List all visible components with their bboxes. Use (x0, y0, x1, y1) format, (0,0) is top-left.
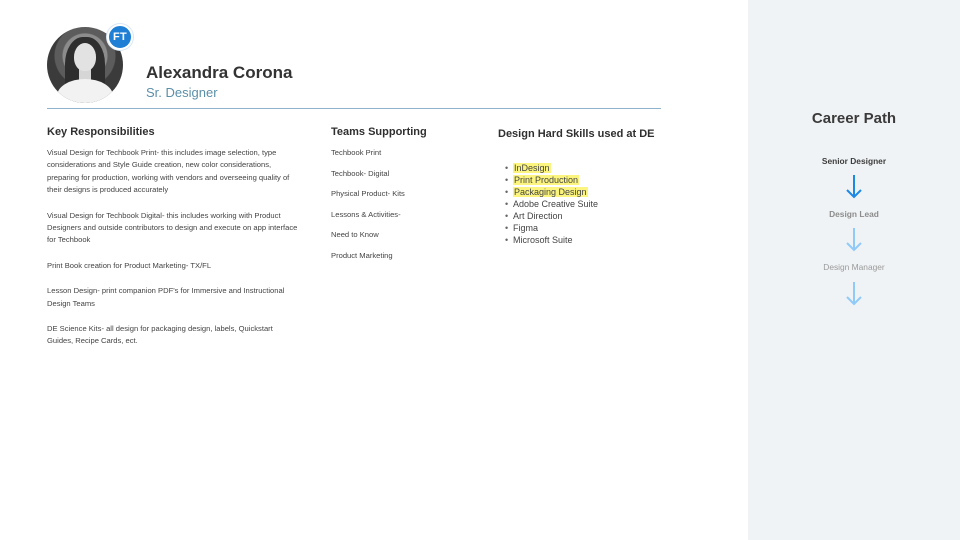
teams-list (331, 148, 405, 272)
skills-title: Design Hard Skills used at DE (498, 128, 655, 140)
skill-item (505, 210, 598, 222)
skill-item (505, 198, 598, 210)
profile-role: Sr. Designer (146, 85, 218, 100)
responsibility-item: Print Book creation for Product Marketing- TX/FL (47, 260, 212, 270)
team-item: Need to Know (331, 230, 379, 240)
career-path-title: Career Path (811, 110, 897, 127)
bullet-icon: • (505, 223, 509, 233)
arrow-down-icon (844, 174, 864, 200)
skill-label: Art Direction (513, 211, 563, 221)
bullet-icon: • (505, 163, 509, 173)
skill-item (505, 174, 598, 186)
header-divider (47, 108, 661, 109)
avatar-face (74, 43, 96, 71)
responsibility-item: Visual Design for Techbook Print- this includes image selection, type considerations and Style Guide creation, new color considerations, preparing for production, working with vendors and overseeing quality of their designs is produced accurately (47, 148, 290, 195)
career-step-design-manager: Design Manager (823, 262, 885, 272)
team-item: Physical Product- Kits (331, 189, 405, 199)
career-step-design-lead: Design Lead (829, 209, 879, 219)
responsibility-item: DE Science Kits- all design for packaging design, labels, Quickstart Guides, Recipe Cards, ect. (47, 324, 273, 346)
team-item: Product Marketing (331, 250, 393, 260)
arrow-down-icon (844, 227, 864, 253)
skill-label-highlighted: Packaging Design (514, 187, 587, 197)
bullet-icon: • (505, 235, 509, 245)
skill-label: Microsoft Suite (513, 235, 573, 245)
responsibility-item: Lesson Design- print companion PDF's for Immersive and Instructional Design Teams (47, 286, 285, 308)
skill-label-highlighted: Print Production (514, 175, 579, 185)
bullet-icon: • (505, 211, 509, 221)
bullet-icon: • (505, 187, 509, 197)
career-step-senior-designer: Senior Designer (821, 156, 887, 166)
responsibilities-title: Key Responsibilities (47, 126, 155, 138)
skill-item (505, 162, 598, 174)
bullet-icon: • (505, 175, 509, 185)
profile-name: Alexandra Corona (146, 63, 293, 82)
team-item: Lessons & Activities- (331, 209, 401, 219)
skills-list (505, 162, 598, 246)
ft-badge: FT (107, 24, 133, 50)
skill-item (505, 234, 598, 246)
arrow-down-icon (844, 281, 864, 307)
skill-label: Figma (513, 223, 539, 233)
skill-label: Adobe Creative Suite (513, 199, 599, 209)
teams-title: Teams Supporting (331, 126, 427, 138)
responsibilities-list (47, 147, 299, 361)
team-item: Techbook- Digital (331, 168, 390, 178)
skill-label-highlighted: InDesign (514, 163, 550, 173)
responsibility-item: Visual Design for Techbook Digital- this includes working with Product Designers and outside contributors to design and execute on app interface for Techbook (47, 210, 298, 245)
bullet-icon: • (505, 199, 509, 209)
team-item: Techbook Print (331, 148, 382, 157)
skill-item (505, 186, 598, 198)
skill-item (505, 222, 598, 234)
